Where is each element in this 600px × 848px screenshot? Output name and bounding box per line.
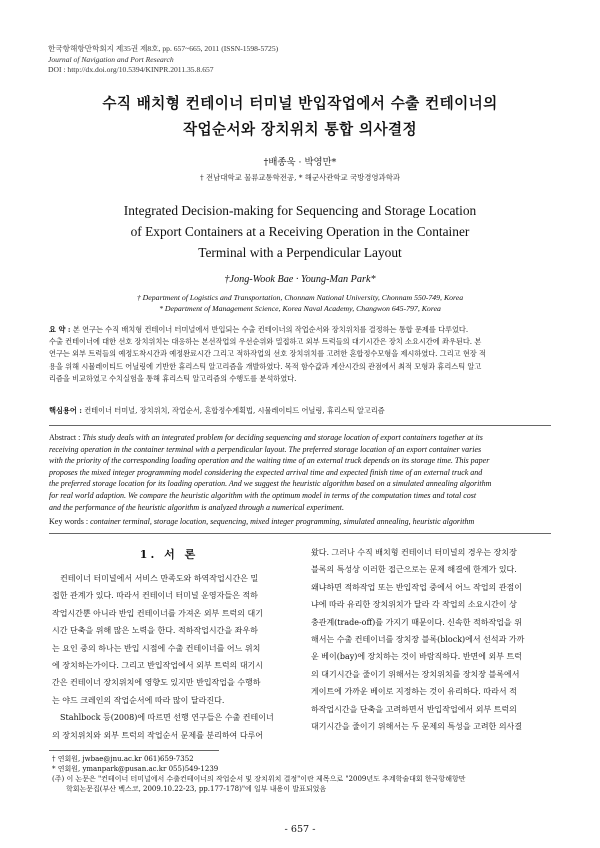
section-heading: 1. 서 론 bbox=[139, 548, 199, 561]
journal-header bbox=[48, 44, 278, 76]
abstract-en-line: and the performance of the heuristic algorithm is analyzed through a numerical experiment. bbox=[49, 502, 344, 512]
title-ko-line2: 작업순서와 장치위치 통합 의사결정 bbox=[183, 121, 417, 138]
abstract-en-line: This study deals with an integrated problem for deciding sequencing and storage location of export containers together at its bbox=[82, 433, 483, 442]
title-en-line1: Integrated Decision-making for Sequencing and Storage Location bbox=[123, 203, 477, 218]
body-line: 왔다. 그러나 수직 배치형 컨테이너 터미널의 경우는 장치장 bbox=[311, 548, 517, 557]
doi-link[interactable]: DOI : http://dx.doi.org/10.5394/KINPR.2011.35.8.657 bbox=[48, 65, 214, 74]
keywords-en-label: Key words : bbox=[49, 517, 89, 526]
abstract-ko-label: 요 약 : bbox=[49, 325, 71, 334]
body-line: 간은 컨테이너 장치위치에 영향도 있지만 반입작업을 수행하 bbox=[52, 678, 261, 688]
keywords-en-text: container terminal, storage location, sequencing, mixed integer programming, simulated annealing, heuristic algorithm bbox=[90, 517, 475, 526]
footnote-note-cont: 학회논문집(부산 벡스코, 2009.10.22-23, pp.177-178)"에 일부 내용이 발표되었음 bbox=[66, 785, 327, 793]
affiliation-en-line2: * Department of Management Science, Korea Naval Academy, Changwon 645-797, Korea bbox=[159, 304, 441, 313]
footnote-author1: † 연회원, jwbae@jnu.ac.kr 061)659-7352 bbox=[52, 755, 194, 763]
journal-name: Journal of Navigation and Port Research bbox=[48, 54, 174, 64]
body-line: 의 대기시간을 줄이기 위해서는 장치위치를 장치장 블록에서 bbox=[311, 669, 520, 679]
body-line: 게이트에 가까운 베이로 지정하는 것이 유리하다. 따라서 적 bbox=[311, 687, 517, 697]
body-line: 하작업시간을 단축을 고려하면서 반입작업에서 외부 트럭의 bbox=[311, 704, 517, 714]
authors-ko: †배종욱 · 박영만* bbox=[263, 157, 337, 168]
body-line: 는 야드 크레인의 작업순서에 따라 많이 달라진다. bbox=[52, 695, 225, 705]
body-line: Stahlbock 등(2008)에 따르면 선행 연구들은 수출 컨테이너 bbox=[60, 713, 274, 723]
body-line: 에 장치하는가이다. 그리고 반입작업에서 외부 트럭의 대기시 bbox=[52, 661, 263, 671]
journal-citation: 한국항해항만학회지 제35권 제8호, pp. 657~665, 2011 (ISSN-1598-5725) bbox=[48, 44, 279, 53]
body-line: 블록의 특성상 이러한 접근으로는 문제 해결에 한계가 있다. bbox=[311, 565, 517, 575]
abstract-ko-line: 연구는 외부 트럭들의 예정도착시간과 예정완료시간 그리고 적하작업의 선호 장치위치를 고려한 혼합정수모형을 제시하였다. 그리고 현장 적 bbox=[49, 349, 486, 359]
body-line: 시간 단축을 위해 많은 노력을 한다. 적하작업시간을 좌우하 bbox=[52, 626, 258, 636]
divider bbox=[49, 425, 551, 426]
authors-en: †Jong-Wook Bae · Young-Man Park* bbox=[224, 274, 376, 285]
body-column-right bbox=[311, 544, 551, 735]
abstract-en-line: the preferred storage location for its loading operation. And we suggest the heuristic algorithm based on a simulated annealing algorithm bbox=[49, 479, 492, 489]
affiliation-en-line1: † Department of Logistics and Transportation, Chonnam National University, Chonnam 550-749, Korea bbox=[136, 293, 464, 302]
title-en bbox=[60, 200, 540, 263]
body-line: 의 장치위치와 외부 트럭의 작업순서 문제를 분리하여 다루어 bbox=[52, 730, 263, 740]
abstract-en-line: proposes the mixed integer programming model considering the expected arrival time and expected finish time of an external truck and bbox=[49, 467, 483, 477]
body-line: 냐에 따라 유리한 장치위치가 달라 각 작업의 소요시간이 상 bbox=[311, 600, 517, 610]
title-ko-line1: 수직 배치형 컨테이너 터미널 반입작업에서 수출 컨테이너의 bbox=[102, 95, 498, 112]
affiliation-ko: † 전남대학교 물류교통학전공, * 해군사관학교 국방경영과학과 bbox=[200, 173, 400, 182]
abstract-ko-line: 수출 컨테이너에 대한 선호 장치위치는 대응하는 본선작업의 우선순위와 밀접하고 외부 트럭들의 대기시간은 장치 소요시간에 좌우된다. 본 bbox=[49, 337, 482, 347]
title-en-line3: Terminal with a Perpendicular Layout bbox=[198, 245, 402, 260]
footnote-rule bbox=[49, 750, 219, 751]
body-column-left bbox=[52, 570, 290, 744]
body-line: 접한 관계가 있다. 따라서 컨테이너 터미널 운영자들은 적하 bbox=[52, 591, 258, 601]
footnote-author2: * 연회원, ymanpark@pusan.ac.kr 055)549-1239 bbox=[52, 765, 219, 773]
body-line: 충관계(trade-off)를 가지기 때문이다. 신속한 적하작업을 위 bbox=[311, 617, 522, 627]
body-line: 해서는 수출 컨테이너를 장치장 블록(block)에서 선석과 가까 bbox=[311, 635, 525, 645]
footnotes bbox=[52, 754, 552, 794]
abstract-en-line: for real world adaption. We compare the heuristic algorithm with the optimum model in terms of the computation times and total cost bbox=[49, 490, 477, 500]
footnote-note: (주) 이 논문은 "컨테이너 터미널에서 수출컨테이너의 작업순서 및 장치위치 결정"이란 제목으로 "2009년도 추계학술대회 한국항해항만 bbox=[52, 775, 466, 783]
abstract-en bbox=[49, 432, 551, 513]
body-line: 운 베이(bay)에 장치하는 것이 바람직하다. 반면에 외부 트럭 bbox=[311, 652, 523, 662]
page-number: - 657 - bbox=[284, 824, 316, 835]
abstract-ko bbox=[49, 324, 551, 385]
body-line: 작업시간뿐 아니라 반입 컨테이너를 가져온 외부 트럭의 대기 bbox=[52, 608, 263, 618]
abstract-en-label: Abstract : bbox=[49, 433, 81, 442]
title-en-line2: of Export Containers at a Receiving Operation in the Container bbox=[130, 224, 470, 239]
abstract-ko-line: 본 연구는 수직 배치형 컨테이너 터미널에서 반입되는 수출 컨테이너의 작업순서와 장치위치를 결정하는 통합 문제를 다루었다. bbox=[72, 325, 469, 334]
keywords-ko bbox=[49, 405, 551, 417]
affiliation-en bbox=[0, 292, 600, 314]
keywords-ko-label: 핵심용어 : bbox=[49, 406, 82, 415]
divider bbox=[49, 533, 551, 534]
body-line: 는 요인 중의 하나는 반입 시점에 수출 컨테이너를 어느 위치 bbox=[52, 643, 261, 653]
body-line: 컨테이너 터미널에서 서비스 만족도와 하역작업시간은 밀 bbox=[60, 574, 259, 583]
body-line: 대기시간을 줄이기 위해서는 두 문제의 특성을 고려한 의사결 bbox=[311, 722, 522, 732]
keywords-ko-text: 컨테이너 터미널, 장치위치, 작업순서, 혼합정수계획법, 시뮬레이티드 어닐링, 휴리스틱 알고리즘 bbox=[84, 406, 385, 415]
abstract-en-line: with the priority of the corresponding loading operation and the waiting time of an external truck depends on its storage time. This paper bbox=[49, 456, 490, 466]
abstract-ko-line: 용을 위해 시뮬레이티드 어닐링에 기반한 휴리스틱 알고리즘을 개발하였다. 목적 함수값과 계산시간의 관점에서 최적 모형과 휴리스틱 알고 bbox=[49, 361, 482, 371]
abstract-en-line: receiving operation in the container terminal with a perpendicular layout. The preferred storage location of an export container varies bbox=[49, 444, 482, 454]
body-line: 왜냐하면 적하작업 또는 반입작업 중에서 어느 작업의 관점이 bbox=[311, 582, 522, 592]
abstract-ko-line: 리즘을 비교하였고 수치실험을 통해 휴리스틱 알고리즘의 수행도를 분석하였다. bbox=[49, 373, 297, 383]
keywords-en bbox=[49, 516, 551, 528]
